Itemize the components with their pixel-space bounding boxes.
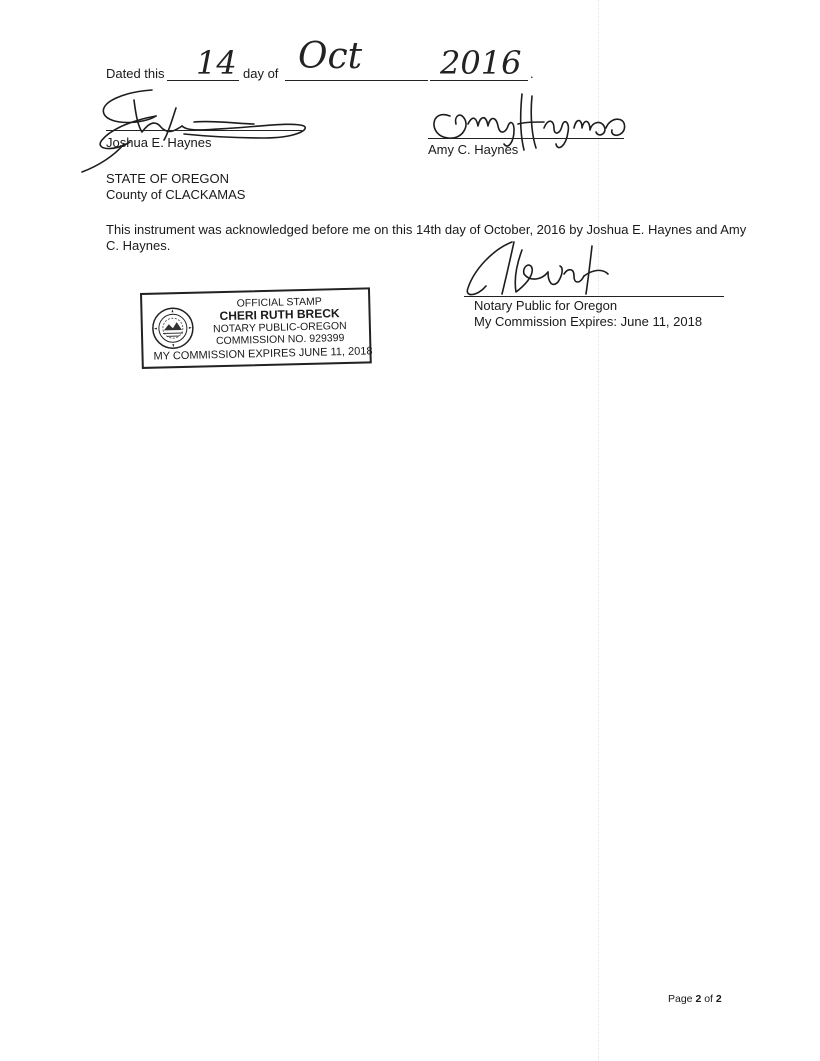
page-current: 2 xyxy=(695,993,702,1005)
page-number xyxy=(668,993,722,1005)
official-stamp xyxy=(140,287,372,369)
oregon-seal-icon xyxy=(150,306,195,351)
month-handwritten: Oct xyxy=(298,36,363,77)
year-handwritten: 2016 xyxy=(440,44,522,82)
page-total: 2 xyxy=(715,993,722,1005)
stamp-header: OFFICIAL STAMP xyxy=(236,295,323,310)
stamp-notary-public: NOTARY PUBLIC-OREGON xyxy=(212,319,347,336)
day-handwritten: 14 xyxy=(196,44,237,82)
stamp-commission-number: COMMISSION NO. 929399 xyxy=(215,332,345,348)
state-line: STATE OF OREGON xyxy=(106,171,230,186)
county-line: County of CLACKAMAS xyxy=(106,187,246,202)
notary-title: Notary Public for Oregon xyxy=(474,298,618,313)
day-of-label: day of xyxy=(243,66,279,81)
scan-fold-line xyxy=(598,0,599,1061)
notary-expiration: My Commission Expires: June 11, 2018 xyxy=(474,314,703,329)
acknowledgment-line-2: C. Haynes. xyxy=(106,238,171,253)
period: . xyxy=(530,66,534,81)
joshua-signature-line xyxy=(106,130,302,131)
dated-label: Dated this xyxy=(106,66,165,81)
acknowledgment-line-1: This instrument was acknowledged before me on this 14th day of October, 2016 by Joshua E. Haynes and Amy xyxy=(106,222,747,237)
notary-signature-line xyxy=(464,296,724,297)
stamp-commission-expiry: MY COMMISSION EXPIRES JUNE 11, 2018 xyxy=(153,345,373,363)
notary-signature xyxy=(452,236,622,300)
stamp-notary-name: CHERI RUTH BRECK xyxy=(219,306,340,324)
joshua-name: Joshua E. Haynes xyxy=(106,135,212,150)
page-of: of xyxy=(704,993,713,1005)
amy-signature-line xyxy=(428,138,624,139)
page-prefix: Page xyxy=(668,993,693,1005)
amy-name: Amy C. Haynes xyxy=(428,142,519,157)
